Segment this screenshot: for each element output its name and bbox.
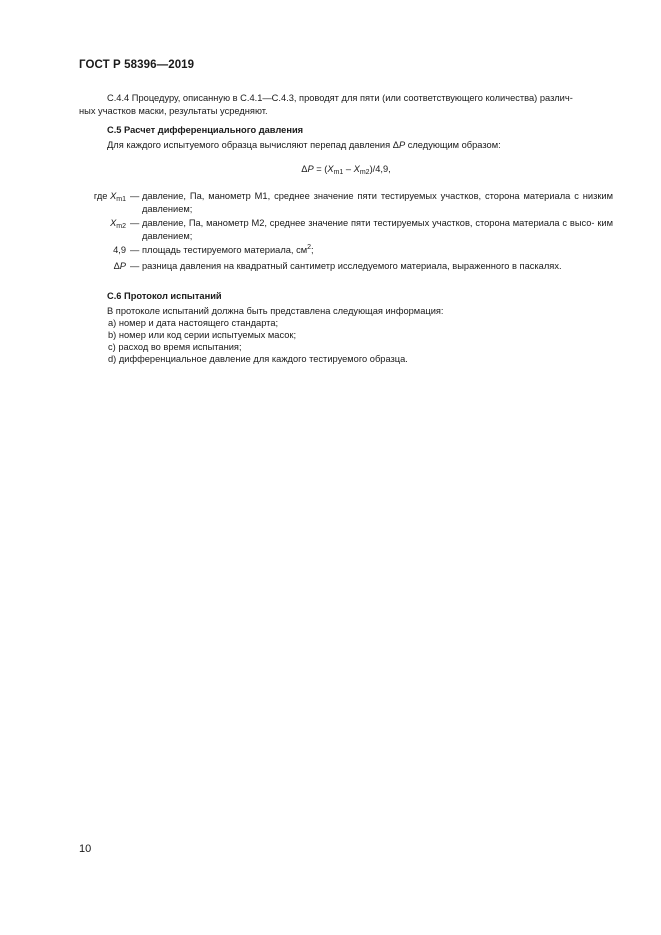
term-dash: — [130,261,140,271]
section-heading-c6: С.6 Протокол испытаний [107,291,222,301]
c6-intro: В протоколе испытаний должна быть представлена следующая информация: [107,306,444,316]
pressure-formula: $\Delta P = (X_{m1} - X_{m2})/4,9$, [301,164,391,176]
term-dash: — [130,191,140,201]
paragraph-c44-line1: С.4.4 Процедуру, описанную в С.4.1—С.4.3, проводят для пяти (или соответствующего количества) различ- [107,93,573,103]
paragraph-c44-line2: ных участков маски, результаты усредняют. [79,106,268,116]
document-header: ГОСТ Р 58396—2019 [79,59,195,71]
term-area [79,244,613,257]
term-description: давление, Па, манометр М2, среднее значение пяти тестируемых участков, сторона материала с высо- ким давлением; [142,218,613,241]
term-label: ΔP [113,261,126,271]
term-xm1 [79,190,613,216]
c5-intro: Для каждого испытуемого образца вычисляют перепад давления ΔP следующим образом: [107,140,501,150]
term-dash: — [130,245,140,255]
list-item: d) дифференциальное давление для каждого тестируемого образца. [108,354,408,364]
term-xm2 [79,217,613,243]
term-label: $X_{m2}$ [110,218,126,230]
list-item: b) номер или код серии испытуемых масок; [108,330,297,340]
list-item: c) расход во время испытания; [108,342,242,352]
term-delta-p [79,260,613,273]
page-number: 10 [79,843,92,855]
term-description: разница давления на квадратный сантиметр исследуемого материала, выраженного в паскалях. [142,261,562,271]
section-heading-c5: С.5 Расчет дифференциального давления [107,125,304,135]
term-label: где $X_{m1}$ [93,191,126,203]
term-label: 4,9 [113,245,126,255]
term-dash: — [130,218,140,228]
term-description: площадь тестируемого материала, $см^2$; [142,244,314,255]
list-item: a) номер и дата настоящего стандарта; [108,318,279,328]
term-description: давление, Па, манометр М1, среднее значение пяти тестируемых участков, сторона материала с низким давлением; [142,191,613,214]
